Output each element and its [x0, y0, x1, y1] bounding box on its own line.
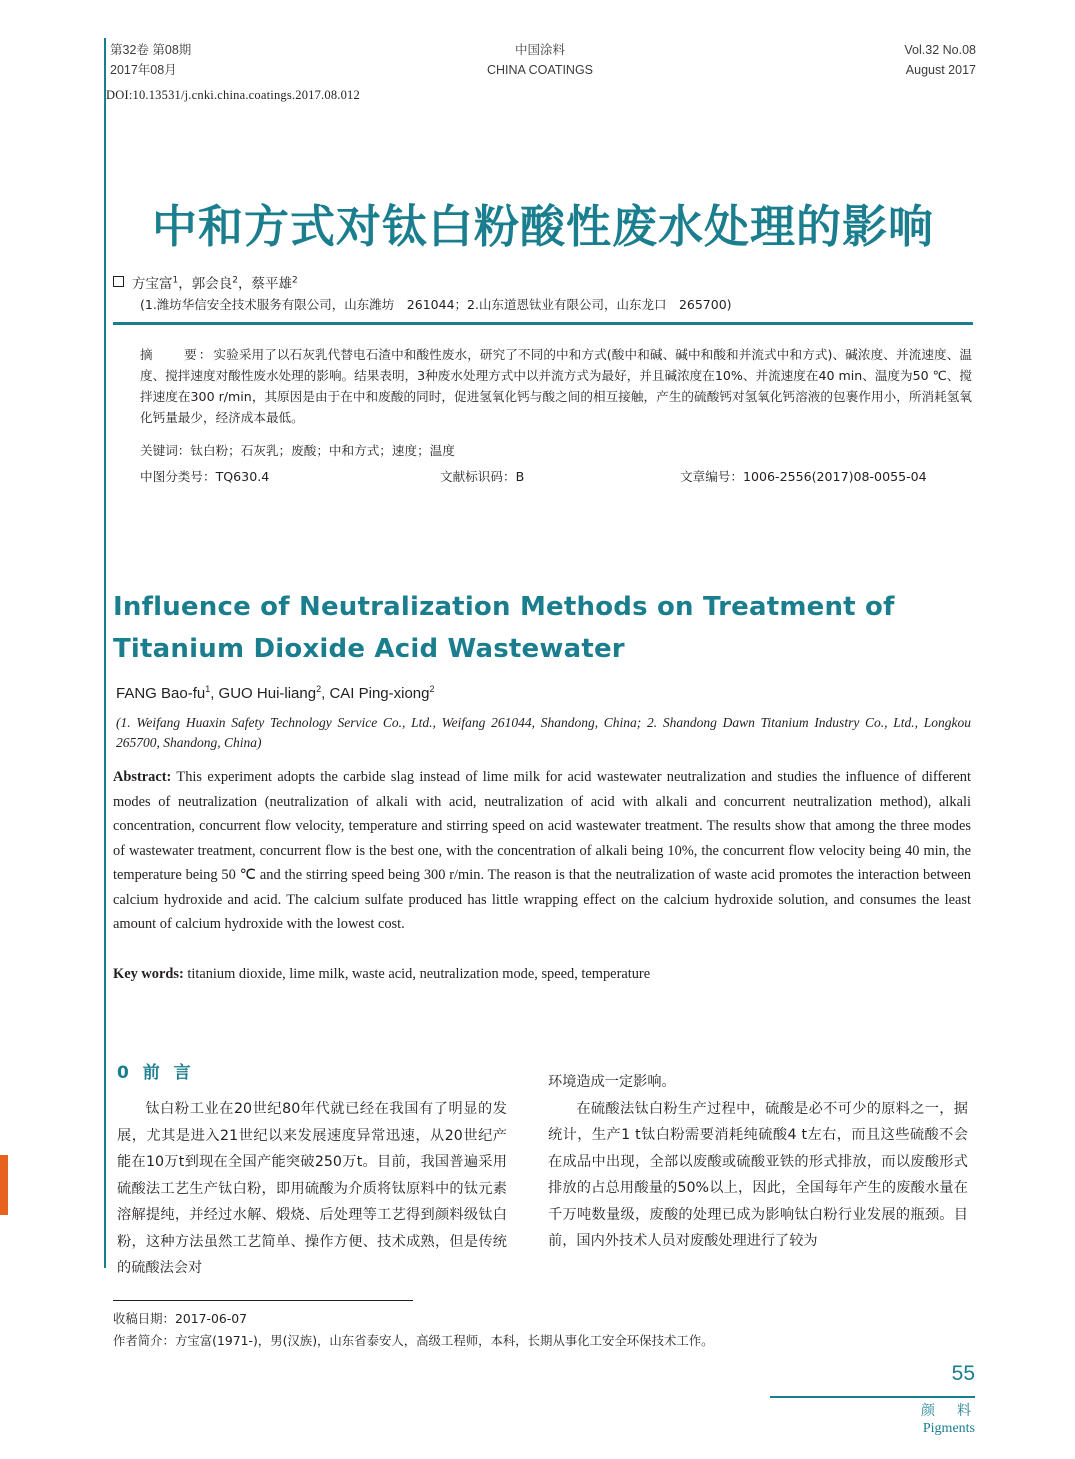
volume-issue-cn: 第32卷 第08期: [110, 43, 192, 57]
footer-section-cn: 颜 料: [921, 1403, 975, 1419]
clc-value: TQ630.4: [215, 469, 270, 484]
journal-title-en: CHINA COATINGS: [486, 63, 594, 77]
issue-date-en: August 2017: [905, 63, 976, 77]
doccode-label: 文献标识码：: [440, 469, 516, 484]
doi-line: DOI:10.13531/j.cnki.china.coatings.2017.08.012: [106, 88, 360, 102]
title-divider: [113, 322, 973, 325]
square-bullet-icon: [113, 276, 124, 287]
body-paragraph-right: 在硫酸法钛白粉生产过程中，硫酸是必不可少的原料之一，据统计，生产1 t钛白粉需要消耗纯硫酸4 t左右，而且这些硫酸不会在成品中出现，全部以废酸或硫酸亚铁的形式排放，而以废酸形式排放的占总用酸量的50%以上，因此，全国每年产生的废酸水量在千万吨数量级，废酸的处理已成为影响钛白粉行业发展的瓶颈。目前，国内外技术人员对废酸处理进行了较为: [548, 1100, 968, 1249]
body-paragraph-left: 钛白粉工业在20世纪80年代就已经在我国有了明显的发展，尤其是进入21世纪以来发展速度异常迅速，从20世纪产能在10万t到现在全国产能突破250万t。目前，我国普遍采用硫酸法工艺生产钛白粉，即用硫酸为介质将钛原料中的钛元素溶解提纯，并经过水解、煅烧、后处理等工艺得到颜料级钛白粉，这种方法虽然工艺简单、操作方便、技术成熟，但是传统的硫酸法会对: [117, 1101, 507, 1276]
abstract-en: [113, 765, 971, 937]
section-heading-introduction: 0 前 言: [117, 1063, 195, 1083]
body-column-right: [548, 1069, 968, 1255]
authors-en: FANG Bao-$fu^1$, GUO Hui-liang$^2$, CAI Ping-xiong$^2$: [116, 684, 435, 702]
footer-section-en: Pigments: [922, 1421, 975, 1436]
abstract-cn-label: 摘 要：: [140, 347, 214, 362]
received-date: 收稿日期：2017-06-07: [113, 1311, 247, 1326]
footer-rule: [770, 1396, 975, 1398]
artid-value: 1006-2556(2017)08-0055-04: [742, 469, 927, 484]
page-number: 55: [951, 1362, 975, 1385]
body-paragraph-right-continued: 环境造成一定影响。: [548, 1074, 676, 1090]
keywords-cn: [140, 440, 972, 459]
clc-label: 中图分类号：: [140, 469, 216, 484]
doccode-value: B: [515, 469, 525, 484]
keywords-cn-text: 钛白粉；石灰乳；废酸；中和方式；速度；温度: [190, 443, 455, 458]
keywords-en-label: Key words:: [113, 966, 184, 982]
orange-edge-marker: [0, 1155, 8, 1215]
author-bio: 作者简介：方宝富(1971-)，男(汉族)，山东省泰安人，高级工程师，本科，长期从事化工安全环保技术工作。: [113, 1333, 714, 1348]
running-head: [104, 40, 976, 84]
footnote-divider: [113, 1300, 413, 1301]
keywords-cn-label: 关键词：: [140, 443, 191, 458]
abstract-cn: [140, 344, 972, 428]
keywords-en: [113, 962, 971, 986]
issue-date-cn: 2017年08月: [110, 63, 177, 77]
abstract-en-text: This experiment adopts the carbide slag instead of lime milk for acid wastewater neutralization and studies the influence of different modes of neutralization (neutralization of alkali with acid, neutralization of acid with alkali and concurrent neutralization method), alkali concentration, concurrent flow velocity, temperature and stirring speed on acid wastewater treatment. The results show that among the three modes of wastewater treatment, concurrent flow is the best one, with the concentration of alkali being 10%, the concurrent flow velocity being 40 min, the temperature being 50 ℃ and the stirring speed being 300 r/min. The reason is that the neutralization of waste acid promotes the interaction between calcium hydroxide and acid. The calcium sulfate produced has little wrapping effect on the calcium hydroxide solution, and consumes the least amount of calcium hydroxide with the lowest cost.: [113, 769, 972, 932]
affiliation-cn: (1.潍坊华信安全技术服务有限公司，山东潍坊 261044；2.山东道恩钛业有限公司，山东龙口 265700): [140, 297, 732, 312]
left-vertical-rule: [104, 38, 106, 1268]
authors-cn: [113, 272, 298, 292]
affiliation-en: (1. Weifang Huaxin Safety Technology Service Co., Ltd., Weifang 261044, Shandong, China; 2. Shandong Dawn Titanium Industry Co., Ltd., Longkou 265700, Shandong, China): [116, 715, 971, 750]
abstract-en-label: Abstract:: [113, 769, 172, 785]
journal-title-cn: 中国涂料: [514, 43, 565, 57]
article-title-en: Influence of Neutralization Methods on Treatment of Titanium Dioxide Acid Wastewater: [113, 592, 895, 664]
article-title-cn: 中和方式对钛白粉酸性废水处理的影响: [151, 200, 934, 253]
body-column-left: [117, 1096, 507, 1282]
article-id: [680, 466, 927, 485]
artid-label: 文章编号：: [680, 469, 743, 484]
footnote-block: [113, 1308, 913, 1352]
abstract-cn-text: 实验采用了以石灰乳代替电石渣中和酸性废水，研究了不同的中和方式(酸中和碱、碱中和酸和并流式中和方式)、碱浓度、并流速度、温度、搅拌速度对酸性废水处理的影响。结果表明，3种废水处理方式中以并流方式为最好，并且碱浓度在10%、并流速度在40 min、温度为50 ℃、搅拌速度在300 r/min，其原因是由于在中和废酸的同时，促进氢氧化钙与酸之间的相互接触，产生的硫酸钙对氢氧化钙溶液的包裹作用小，所消耗氢氧化钙量最少，经济成本最低。: [140, 347, 973, 425]
volume-issue-en: Vol.32 No.08: [904, 43, 976, 57]
document-code: [440, 466, 524, 485]
authors-cn-text: 方宝富$^1$，郭会良$^2$，蔡平雄$^2$: [132, 275, 298, 292]
clc-number: [140, 466, 269, 485]
keywords-en-text: titanium dioxide, lime milk, waste acid, neutralization mode, speed, temperature: [187, 966, 651, 982]
